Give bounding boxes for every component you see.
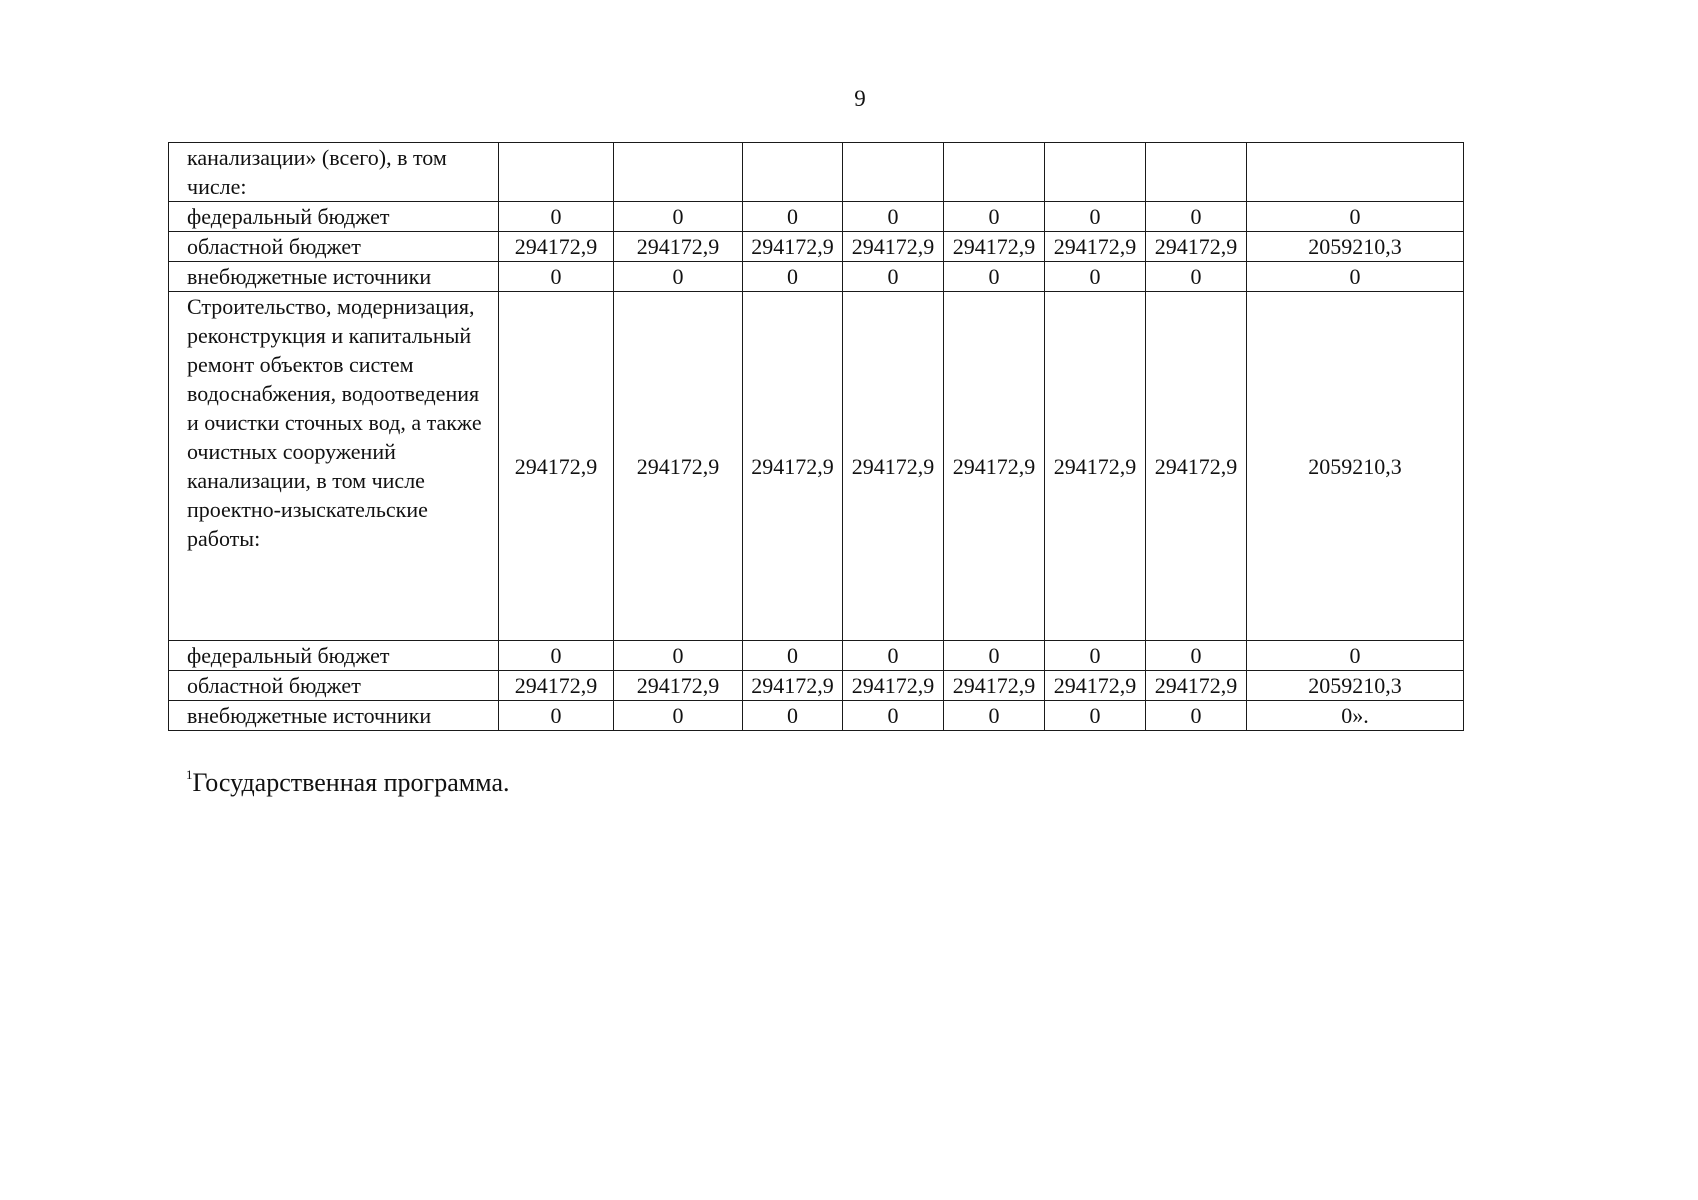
row-label: федеральный бюджет (169, 202, 499, 232)
table-cell: 294172,9 (1045, 671, 1146, 701)
table-row (169, 641, 1464, 671)
row-label: внебюджетные источники (169, 701, 499, 731)
table-cell: 294172,9 (743, 232, 843, 262)
table-cell: 0 (743, 202, 843, 232)
table-cell: 0 (944, 202, 1045, 232)
table-cell: 0 (614, 202, 743, 232)
table-row (169, 232, 1464, 262)
table-cell: 0 (944, 701, 1045, 731)
table-cell: 0 (944, 641, 1045, 671)
table-cell: 0 (614, 262, 743, 292)
table-row (169, 701, 1464, 731)
table-cell: 294172,9 (614, 671, 743, 701)
table-cell (743, 143, 843, 202)
table-cell: 294172,9 (499, 671, 614, 701)
footnote-marker: 1 (186, 767, 193, 782)
table-cell: 0 (1247, 202, 1464, 232)
table-cell (1045, 143, 1146, 202)
table-cell: 294172,9 (843, 292, 944, 641)
footnote (186, 760, 510, 798)
table-cell: 0 (743, 701, 843, 731)
table-cell: 294172,9 (944, 232, 1045, 262)
table-cell: 294172,9 (1045, 292, 1146, 641)
table-cell: 294172,9 (1045, 232, 1146, 262)
table-cell: 294172,9 (1146, 292, 1247, 641)
table-cell: 0 (1146, 641, 1247, 671)
table-cell (944, 143, 1045, 202)
table-cell: 0 (614, 701, 743, 731)
table-cell: 0 (843, 202, 944, 232)
table-cell: 0 (944, 262, 1045, 292)
table-cell: 0 (1247, 641, 1464, 671)
table-cell: 2059210,3 (1247, 292, 1464, 641)
table-cell: 294172,9 (743, 292, 843, 641)
table-cell: 0 (499, 641, 614, 671)
table-cell: 294172,9 (614, 292, 743, 641)
table-cell: 294172,9 (843, 671, 944, 701)
table-cell: 294172,9 (499, 292, 614, 641)
table-cell (1146, 143, 1247, 202)
table-cell: 0 (1045, 641, 1146, 671)
page-number: 9 (854, 86, 866, 111)
row-label: канализации» (всего), в том числе: (169, 143, 499, 202)
table-cell: 0». (1247, 701, 1464, 731)
table-cell: 0 (614, 641, 743, 671)
table-cell (614, 143, 743, 202)
table-cell: 0 (499, 701, 614, 731)
table-cell (499, 143, 614, 202)
table-cell: 2059210,3 (1247, 671, 1464, 701)
table-cell: 0 (1146, 701, 1247, 731)
row-label: федеральный бюджет (169, 641, 499, 671)
table-cell: 294172,9 (614, 232, 743, 262)
table-cell: 0 (843, 641, 944, 671)
table-row (169, 292, 1464, 641)
budget-table (168, 142, 1464, 731)
table-cell: 0 (843, 701, 944, 731)
table-cell: 294172,9 (843, 232, 944, 262)
table-cell: 0 (1146, 202, 1247, 232)
table-cell: 294172,9 (743, 671, 843, 701)
table-cell: 0 (1045, 202, 1146, 232)
table-cell: 0 (499, 262, 614, 292)
row-label: областной бюджет (169, 671, 499, 701)
table-cell: 294172,9 (944, 671, 1045, 701)
table-cell: 2059210,3 (1247, 232, 1464, 262)
row-label: внебюджетные источники (169, 262, 499, 292)
table-cell: 0 (743, 262, 843, 292)
row-label: Строительство, модернизация, реконструкция и капитальный ремонт объектов систем водоснабжения, водоотведения и очистки сточных вод, а также очистных сооружений канализации, в том числе проектно-изыскательские работы: (169, 292, 499, 641)
table-cell: 294172,9 (944, 292, 1045, 641)
table-cell: 294172,9 (499, 232, 614, 262)
table-cell (1247, 143, 1464, 202)
table-cell (843, 143, 944, 202)
table-cell: 0 (743, 641, 843, 671)
table-cell: 0 (1045, 701, 1146, 731)
table-row (169, 671, 1464, 701)
footnote-text: Государственная программа. (192, 768, 510, 797)
table-cell: 0 (843, 262, 944, 292)
table-row (169, 143, 1464, 202)
row-label: областной бюджет (169, 232, 499, 262)
table-cell: 0 (499, 202, 614, 232)
table-cell: 294172,9 (1146, 232, 1247, 262)
table-cell: 0 (1146, 262, 1247, 292)
table-cell: 294172,9 (1146, 671, 1247, 701)
table-row (169, 202, 1464, 232)
table-cell: 0 (1045, 262, 1146, 292)
table-cell: 0 (1247, 262, 1464, 292)
table-row (169, 262, 1464, 292)
